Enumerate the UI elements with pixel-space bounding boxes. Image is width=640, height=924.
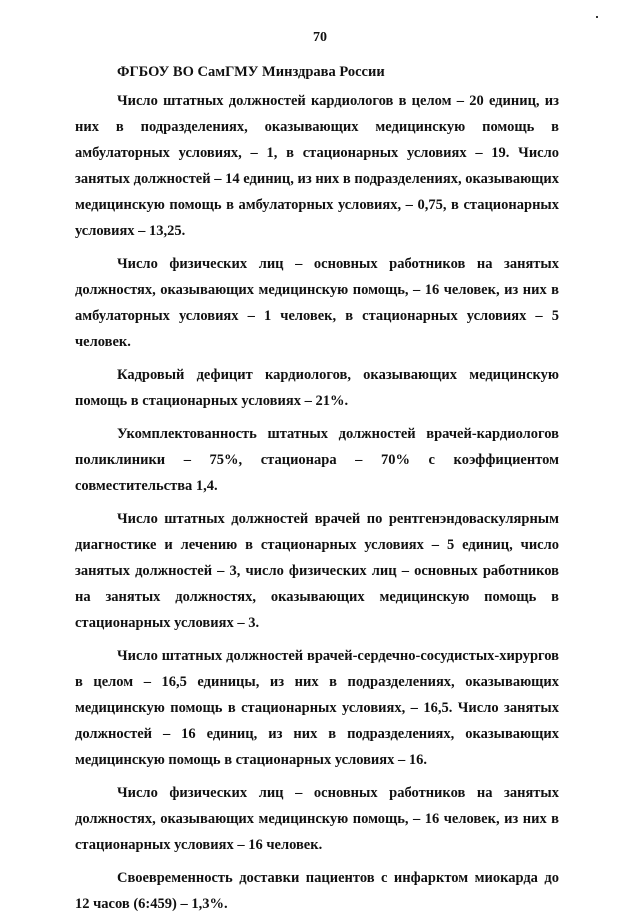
paragraph-delivery-timeliness: Своевременность доставки пациентов с инфарктом миокарда до 12 часов (6:459) – 1,3%. (75, 870, 559, 912)
scan-speck (596, 16, 598, 18)
paragraph-surgeon-positions: Число штатных должностей врачей-сердечно-сосудистых-хирургов в целом – 16,5 единицы, из них в подразделениях, оказывающих медицинскую помощь в стационарных условиях, – 16,5. Число занятых должностей – 16 единиц, из них в подразделениях, оказывающих медицинскую помощь в стационарных условиях – 16. (75, 648, 559, 768)
body-text (75, 88, 559, 924)
paragraph-staff-deficit: Кадровый дефицит кардиологов, оказывающих медицинскую помощь в стационарных условиях – 21%. (75, 367, 559, 409)
organization-header: ФГБОУ ВО СамГМУ Минздрава России (117, 64, 385, 80)
paragraph-cardiologist-positions: Число штатных должностей кардиологов в целом – 20 единиц, из них в подразделениях, оказывающих медицинскую помощь в амбулаторных условиях, – 1, в стационарных условиях – 19. Число занятых должностей – 14 единиц, из них в подразделениях, оказывающих медицинскую помощь в амбулаторных условиях, – 0,75, в стационарных условиях – 13,25. (75, 93, 559, 239)
paragraph-surgeon-staff: Число физических лиц – основных работников на занятых должностях, оказывающих медицинскую помощь, – 16 человек, из них в стационарных условиях – 16 человек. (75, 785, 559, 853)
page-number: 70 (313, 30, 327, 45)
paragraph-cardiologist-staff: Число физических лиц – основных работников на занятых должностях, оказывающих медицинскую помощь, – 16 человек, из них в амбулаторных условиях – 1 человек, в стационарных условиях – 5 человек. (75, 256, 559, 350)
paragraph-staffing-level: Укомплектованность штатных должностей врачей-кардиологов поликлиники – 75%, стационара – 70% с коэффициентом совместительства 1,4. (75, 426, 559, 494)
paragraph-endovascular-positions: Число штатных должностей врачей по рентгенэндоваскулярным диагностике и лечению в стационарных условиях – 5 единиц, число занятых должностей – 3, число физических лиц – основных работников на занятых должностях, оказывающих медицинскую помощь в стационарных условиях – 3. (75, 511, 559, 631)
